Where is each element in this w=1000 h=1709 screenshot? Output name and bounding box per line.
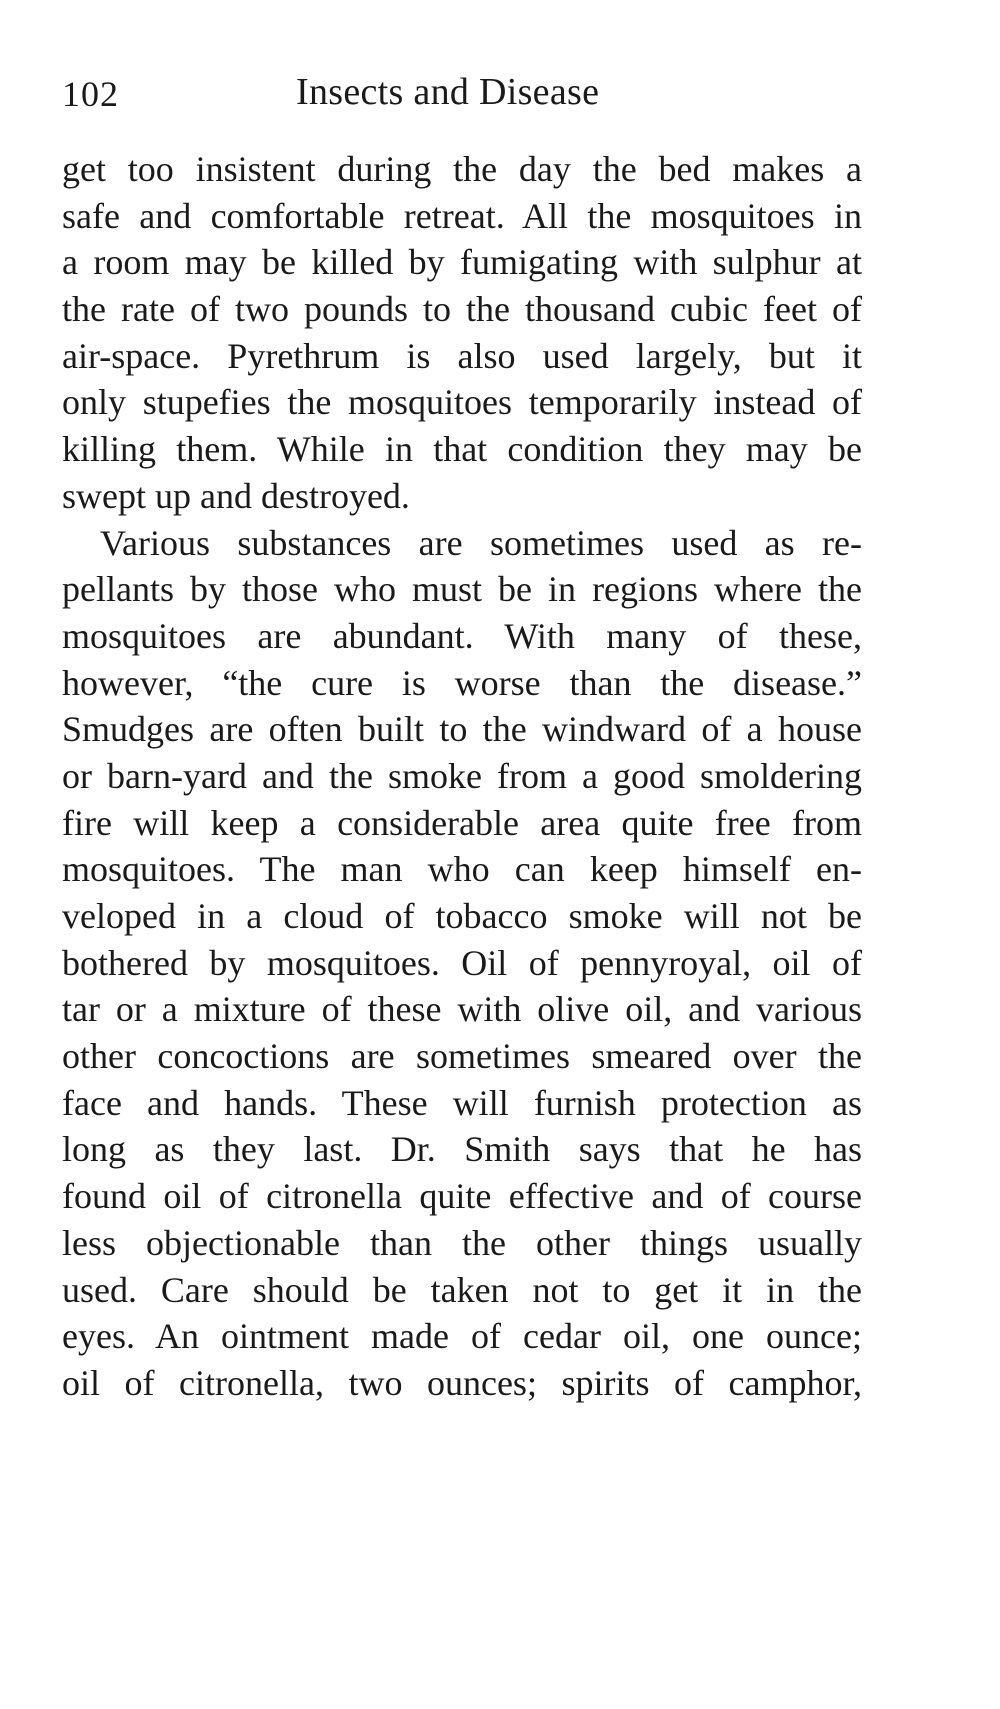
text-line: used. Care should be taken not to get it in the [62,1269,862,1310]
text-line: fire will keep a considerable area quite free from [62,802,862,843]
text-line: pellants by those who must be in regions where the [62,569,862,610]
text-line: safe and comfortable retreat. All the mosquitoes in [62,195,862,236]
text-line: less objectionable than the other things usually [62,1222,862,1263]
text-line: oil of citronella, two ounces; spirits of camphor, [62,1362,862,1403]
page-number: 102 [62,74,119,114]
text-line: long as they last. Dr. Smith says that he has [62,1129,862,1170]
running-title: Insects and Disease [296,71,600,113]
text-line: Smudges are often built to the windward of a house [62,709,862,750]
paragraph-last-line: swept up and destroyed. [62,475,410,516]
body-text [62,146,862,1407]
text-line: bothered by mosquitoes. Oil of pennyroyal, oil of [62,942,862,983]
text-line: only stupefies the mosquitoes temporarily instead of [62,382,862,423]
text-line: get too insistent during the day the bed makes a [62,149,862,189]
text-line: tar or a mixture of these with olive oil, and various [62,989,862,1030]
text-line: the rate of two pounds to the thousand cubic feet of [62,289,862,330]
text-line: air-space. Pyrethrum is also used largely, but it [62,335,862,376]
text-line: however, “the cure is worse than the disease.” [62,662,862,703]
text-line: found oil of citronella quite effective and of course [62,1176,862,1217]
text-line: a room may be killed by fumigating with sulphur at [62,242,862,283]
text-line: or barn-yard and the smoke from a good smoldering [62,755,862,796]
paragraph-first-line: Various substances are sometimes used as re- [100,522,862,563]
text-line: eyes. An ointment made of cedar oil, one ounce; [62,1316,862,1357]
text-line: mosquitoes. The man who can keep himself en- [62,849,862,890]
text-line: mosquitoes are abundant. With many of these, [62,615,862,656]
text-line: face and hands. These will furnish protection as [62,1082,862,1123]
running-head [62,64,860,124]
text-line: other concoctions are sometimes smeared over the [62,1036,862,1077]
text-line: killing them. While in that condition they may be [62,429,862,470]
text-line: veloped in a cloud of tobacco smoke will not be [62,896,862,936]
